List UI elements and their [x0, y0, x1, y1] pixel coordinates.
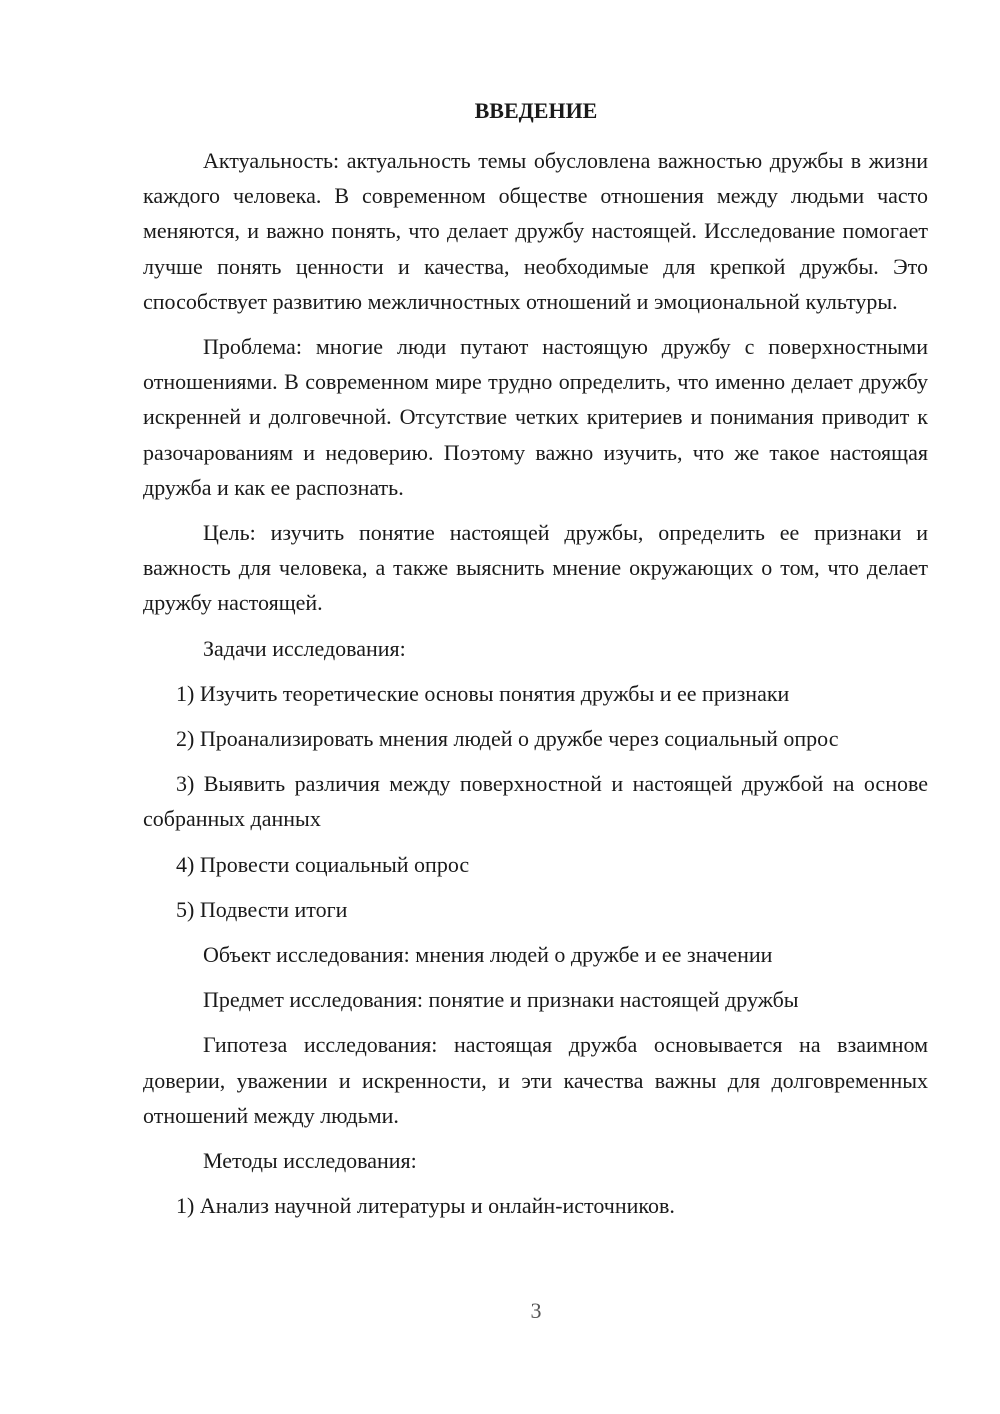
hypothesis-paragraph: Гипотеза исследования: настоящая дружба основывается на взаимном доверии, уважении и искренности, и эти качества важны для долговременных отношений между людьми.: [143, 1032, 928, 1128]
subject-paragraph: Предмет исследования: понятие и признаки настоящей дружбы: [203, 987, 799, 1013]
task-item: 1) Изучить теоретические основы понятия дружбы и ее признаки: [176, 680, 790, 706]
task-item: 2) Проанализировать мнения людей о дружбе через социальный опрос: [176, 726, 839, 752]
task-item: 3) Выявить различия между поверхностной и настоящей дружбой на основе собранных данных: [143, 771, 928, 832]
document-body: [143, 143, 928, 1233]
page-number: 3: [530, 1298, 542, 1323]
task-item: 4) Провести социальный опрос: [176, 851, 470, 877]
tasks-heading: Задачи исследования:: [203, 635, 406, 661]
object-paragraph: Объект исследования: мнения людей о дружбе и ее значении: [203, 942, 773, 968]
problem-paragraph: Проблема: многие люди путают настоящую дружбу с поверхностными отношениями. В современном мире трудно определить, что именно делает дружбу искренней и долговечной. Отсутствие четких критериев и понимания приводит к разочарованиям и недоверию. Поэтому важно изучить, что же такое настоящая дружба и как ее распознать.: [143, 334, 928, 500]
goal-paragraph: Цель: изучить понятие настоящей дружбы, определить ее признаки и важность для человека, а также выяснить мнение окружающих о том, что делает дружбу настоящей.: [143, 520, 928, 616]
task-item: 5) Подвести итоги: [176, 896, 348, 922]
page-title: ВВЕДЕНИЕ: [474, 98, 598, 123]
relevance-paragraph: Актуальность: актуальность темы обусловлена важностью дружбы в жизни каждого человека. В современном обществе отношения между людьми часто меняются, и важно понять, что делает дружбу настоящей. Исследование помогает лучше понять ценности и качества, необходимые для крепкой дружбы. Это способствует развитию межличностных отношений и эмоциональной культуры.: [143, 148, 928, 314]
method-item: 1) Анализ научной литературы и онлайн-источников.: [176, 1193, 675, 1219]
methods-heading: Методы исследования:: [203, 1148, 417, 1174]
